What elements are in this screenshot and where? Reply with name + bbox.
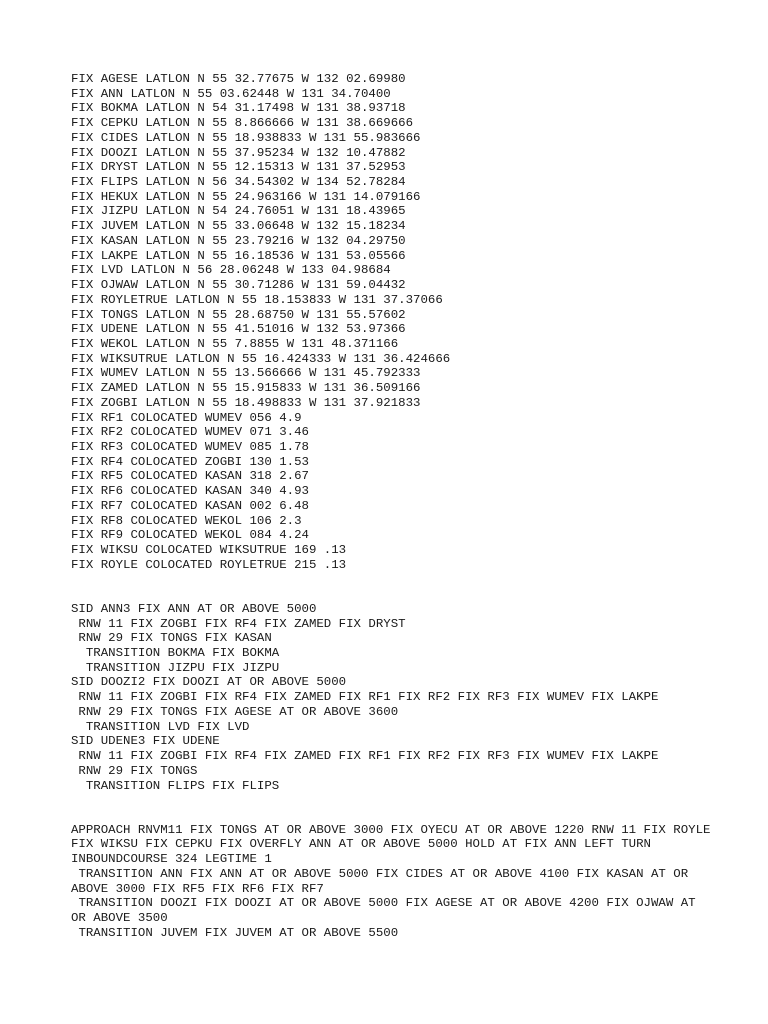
sid-line: RNW 29 FIX TONGS [71,763,198,778]
sid-line: RNW 11 FIX ZOGBI FIX RF4 FIX ZAMED FIX RF1 FIX RF2 FIX RF3 FIX WUMEV FIX LAKPE [71,690,659,705]
approach-procedure-section [71,822,718,941]
fix-line-ann: FIX ANN LATLON N 55 03.62448 W 131 34.70400 [71,86,391,101]
approach-transition: TRANSITION JUVEM FIX JUVEM AT OR ABOVE 5500 [71,925,399,940]
sid-line: TRANSITION BOKMA FIX BOKMA [71,646,280,661]
approach-transition: TRANSITION DOOZI FIX DOOZI AT OR ABOVE 5000 FIX AGESE AT OR ABOVE 4200 FIX OJWAW AT OR ABOVE 3500 [71,896,704,925]
fix-line-jizpu: FIX JIZPU LATLON N 54 24.76051 W 131 18.43965 [71,204,406,219]
fix-line-rf9: FIX RF9 COLOCATED WEKOL 084 4.24 [71,528,309,543]
fix-line-juvem: FIX JUVEM LATLON N 55 33.06648 W 132 15.18234 [71,219,406,234]
fix-line-ojwaw: FIX OJWAW LATLON N 55 30.71286 W 131 59.04432 [71,278,406,293]
sid-line: RNW 29 FIX TONGS FIX AGESE AT OR ABOVE 3600 [71,704,399,719]
section-spacer [71,793,711,822]
procedure-document [71,72,718,940]
fix-line-bokma: FIX BOKMA LATLON N 54 31.17498 W 131 38.93718 [71,101,406,116]
fix-line-rf4: FIX RF4 COLOCATED ZOGBI 130 1.53 [71,454,309,469]
fix-line-royletrue: FIX ROYLETRUE LATLON N 55 18.153833 W 131 37.37066 [71,292,443,307]
fix-line-rf1: FIX RF1 COLOCATED WUMEV 056 4.9 [71,410,302,425]
fix-line-flips: FIX FLIPS LATLON N 56 34.54302 W 134 52.78284 [71,175,406,190]
fix-line-cepku: FIX CEPKU LATLON N 55 8.866666 W 131 38.669666 [71,116,414,131]
fix-line-rf5: FIX RF5 COLOCATED KASAN 318 2.67 [71,469,309,484]
sid-line: TRANSITION LVD FIX LVD [71,719,250,734]
sid-line: SID UDENE3 FIX UDENE [71,734,220,749]
fix-definitions-section [71,72,711,572]
fix-line-zogbi: FIX ZOGBI LATLON N 55 18.498833 W 131 37.921833 [71,395,421,410]
sid-line: RNW 11 FIX ZOGBI FIX RF4 FIX ZAMED FIX RF1 FIX RF2 FIX RF3 FIX WUMEV FIX LAKPE [71,749,659,764]
fix-line-rf3: FIX RF3 COLOCATED WUMEV 085 1.78 [71,439,309,454]
fix-line-lakpe: FIX LAKPE LATLON N 55 16.18536 W 131 53.05566 [71,248,406,263]
fix-line-wekol: FIX WEKOL LATLON N 55 7.8855 W 131 48.371166 [71,336,399,351]
approach-transition: TRANSITION ANN FIX ANN AT OR ABOVE 5000 FIX CIDES AT OR ABOVE 4100 FIX KASAN AT OR ABOVE 3000 FIX RF5 FIX RF6 FIX RF7 [71,866,696,896]
sid-line: SID ANN3 FIX ANN AT OR ABOVE 5000 [71,601,317,616]
fix-line-wiksu: FIX WIKSU COLOCATED WIKSUTRUE 169 .13 [71,543,347,557]
fix-line-doozi: FIX DOOZI LATLON N 55 37.95234 W 132 10.47882 [71,145,406,160]
sid-line: RNW 11 FIX ZOGBI FIX RF4 FIX ZAMED FIX DRYST [71,616,406,631]
fix-line-rf6: FIX RF6 COLOCATED KASAN 340 4.93 [71,484,309,499]
fix-line-rf8: FIX RF8 COLOCATED WEKOL 106 2.3 [71,513,302,528]
fix-line-udene: FIX UDENE LATLON N 55 41.51016 W 132 53.97366 [71,322,406,337]
fix-line-wumev: FIX WUMEV LATLON N 55 13.566666 W 131 45.792333 [71,366,421,381]
approach-paragraph: APPROACH RNVM11 FIX TONGS AT OR ABOVE 3000 FIX OYECU AT OR ABOVE 1220 RNW 11 FIX ROYLE FIX WIKSU FIX CEPKU FIX OVERFLY ANN AT OR ABOVE 5000 HOLD AT FIX ANN LEFT TURN INBOUNDCOURSE 324 LEGTIME 1 [71,822,718,867]
fix-line-agese: FIX AGESE LATLON N 55 32.77675 W 132 02.69980 [71,72,406,86]
fix-line-tongs: FIX TONGS LATLON N 55 28.68750 W 131 55.57602 [71,307,406,322]
sid-line: TRANSITION JIZPU FIX JIZPU [71,660,280,675]
sid-line: RNW 29 FIX TONGS FIX KASAN [71,631,272,646]
sid-line: TRANSITION FLIPS FIX FLIPS [71,778,280,793]
section-spacer [71,572,711,601]
sid-line: SID DOOZI2 FIX DOOZI AT OR ABOVE 5000 [71,675,347,690]
fix-line-royle: FIX ROYLE COLOCATED ROYLETRUE 215 .13 [71,557,347,572]
fix-line-wiksutrue: FIX WIKSUTRUE LATLON N 55 16.424333 W 131 36.424666 [71,351,451,366]
fix-line-kasan: FIX KASAN LATLON N 55 23.79216 W 132 04.29750 [71,233,406,248]
fix-line-rf2: FIX RF2 COLOCATED WUMEV 071 3.46 [71,425,309,440]
fix-line-lvd: FIX LVD LATLON N 56 28.06248 W 133 04.98684 [71,263,391,278]
fix-line-hekux: FIX HEKUX LATLON N 55 24.963166 W 131 14.079166 [71,189,421,204]
fix-line-zamed: FIX ZAMED LATLON N 55 15.915833 W 131 36.509166 [71,381,421,396]
fix-line-cides: FIX CIDES LATLON N 55 18.938833 W 131 55.983666 [71,130,421,145]
sid-procedures-section [71,602,711,793]
fix-line-dryst: FIX DRYST LATLON N 55 12.15313 W 131 37.52953 [71,160,406,175]
fix-line-rf7: FIX RF7 COLOCATED KASAN 002 6.48 [71,498,309,513]
